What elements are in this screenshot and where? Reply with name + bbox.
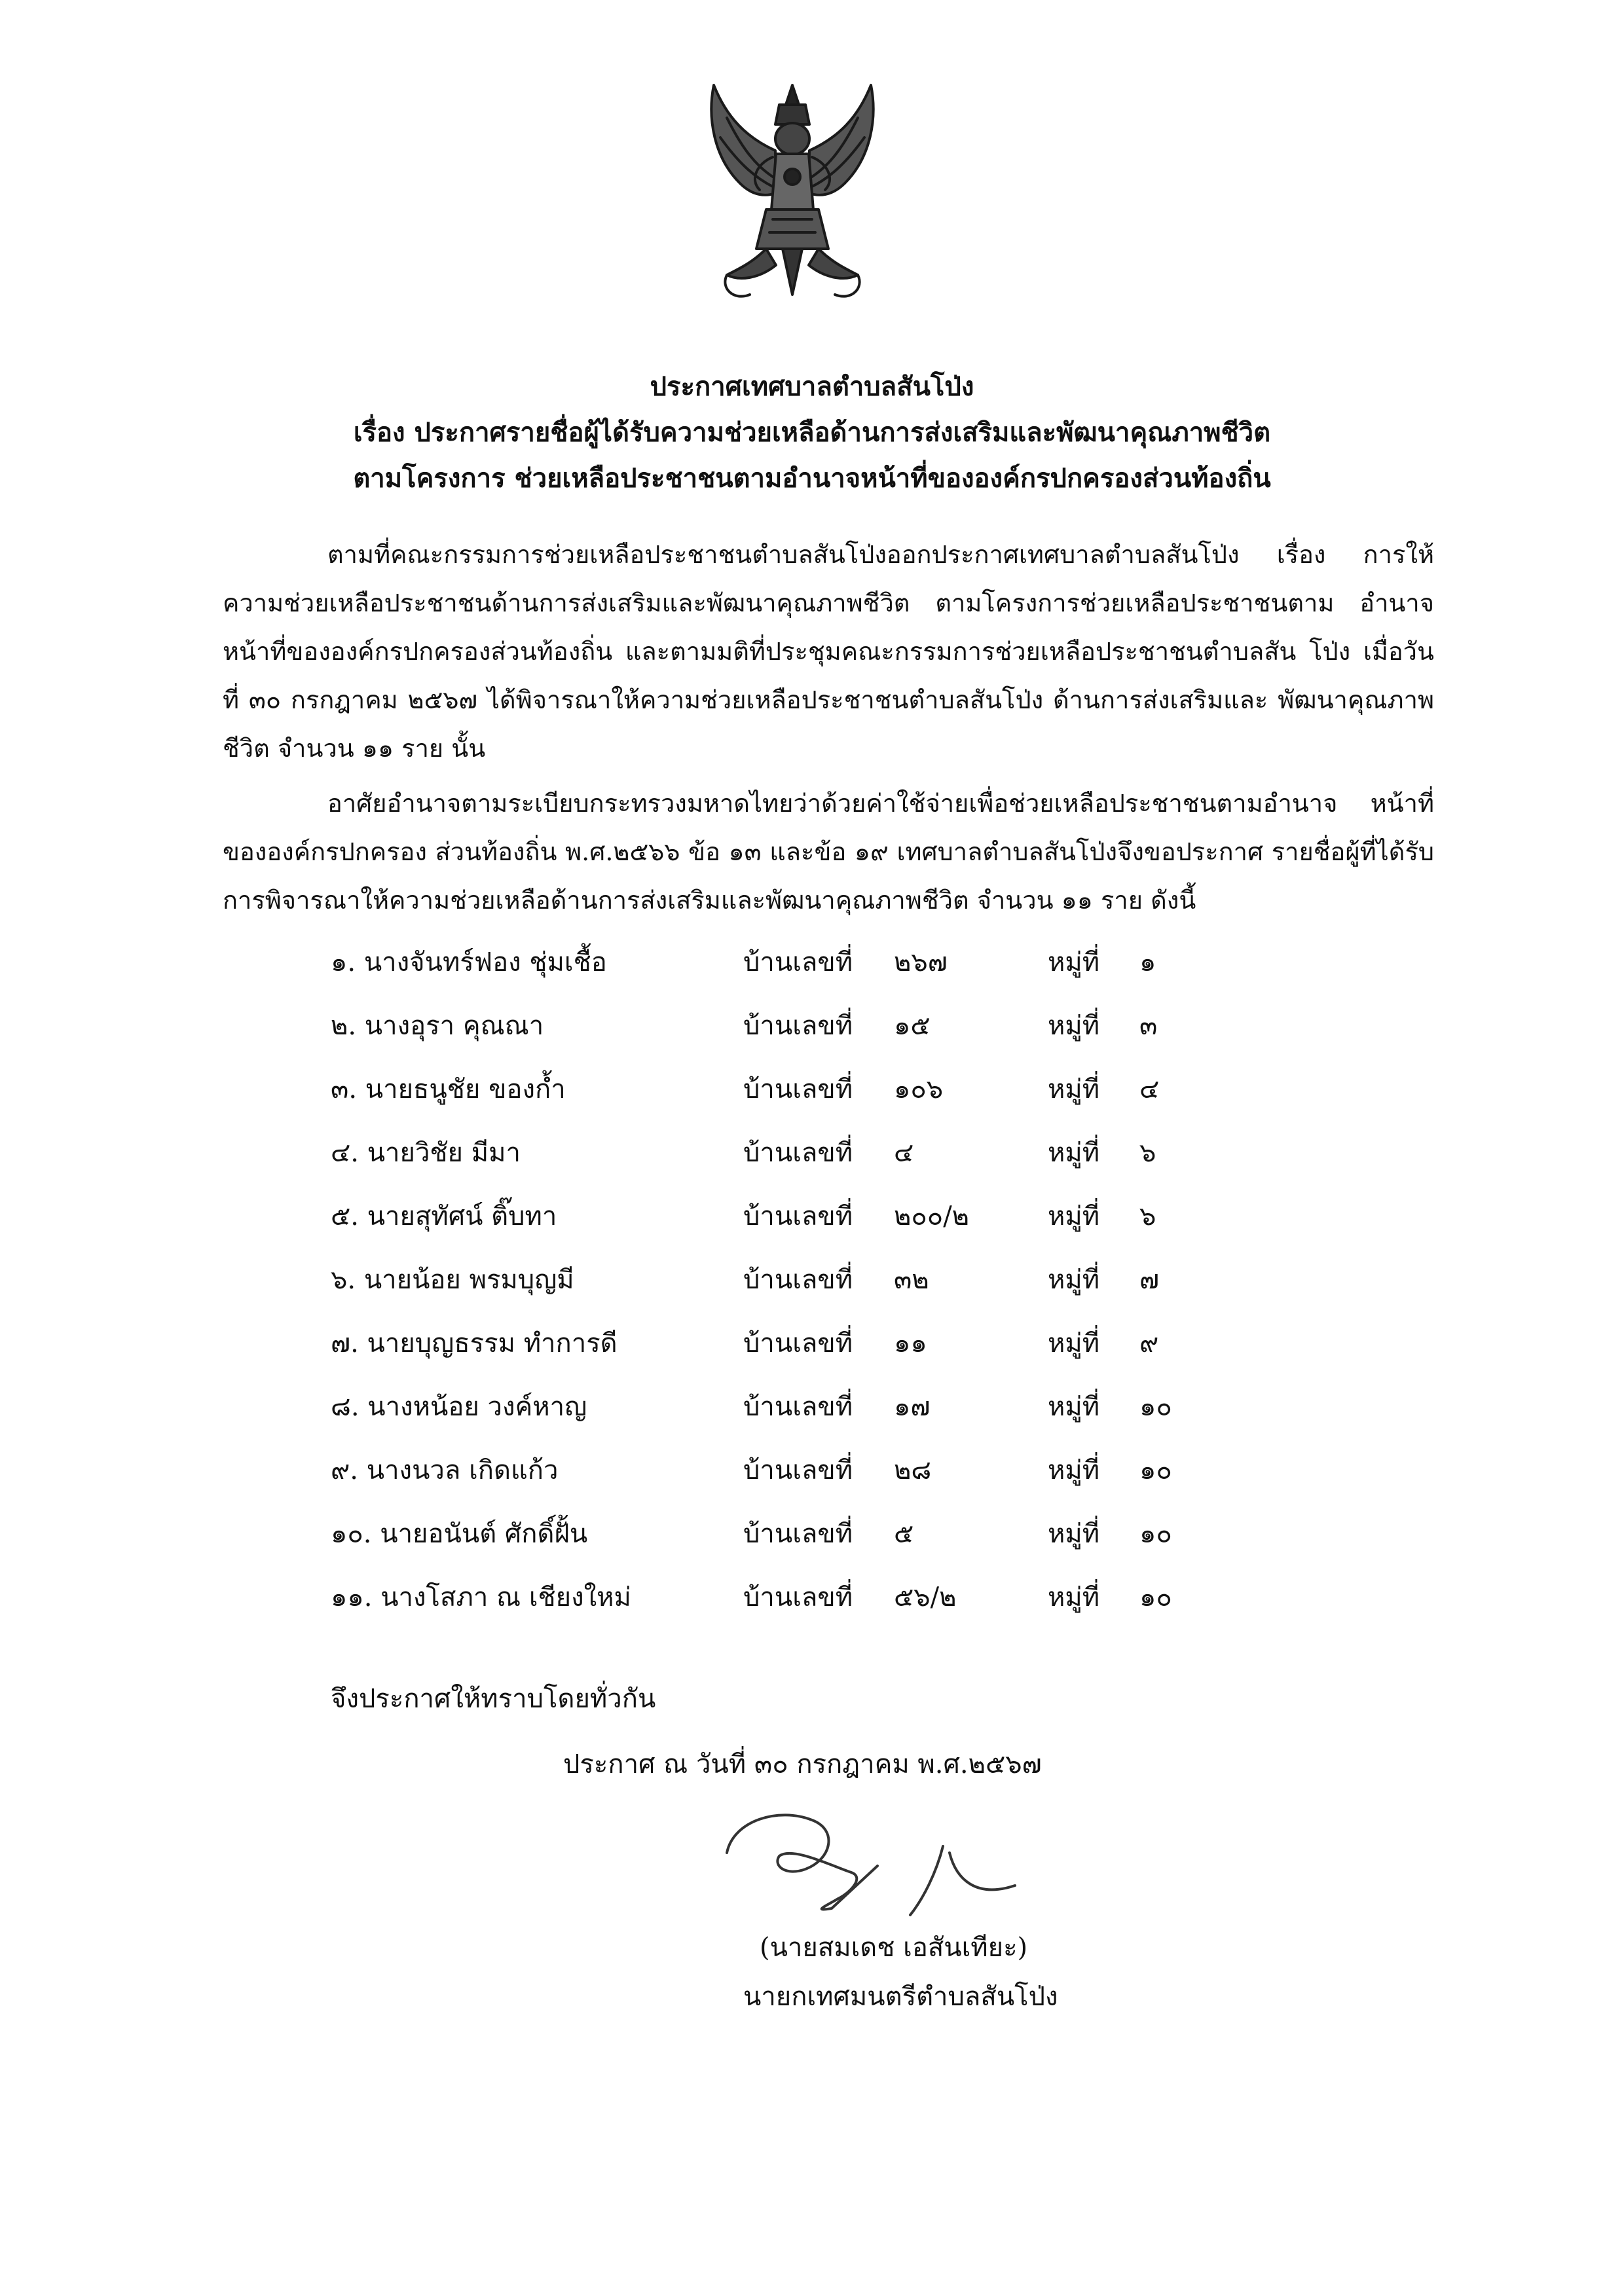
garuda-emblem-icon xyxy=(688,79,897,314)
recipient-name: ๑๐. นายอนันต์ ศักดิ์ฝั้น xyxy=(331,1519,588,1549)
recipient-name: ๘. นางหน้อย วงค์หาญ xyxy=(331,1392,587,1422)
list-item xyxy=(331,1324,1247,1387)
recipient-name: ๒. นางอุรา คุณณา xyxy=(331,1011,544,1041)
body-paragraph-2 xyxy=(223,779,1434,924)
list-item xyxy=(331,1387,1247,1451)
paragraph-2-text: อาศัยอำนาจตามระเบียบกระทรวงมหาดไทยว่าด้วยค่าใช้จ่ายเพื่อช่วยเหลือประชาชนตามอำนาจ หน้าที่ขององค์กรปกครอง ส่วนท้องถิ่น พ.ศ.๒๕๖๖ ข้อ ๑๓ และข้อ ๑๙ เทศบาลตำบลสันโป่งจึงขอประกาศ รายชื่อผู้ที่ได้รับการพิจารณาให้ความช่วยเหลือด้านการส่งเสริมและพัฒนาคุณภาพชีวิต จำนวน ๑๑ ราย ดังนี้ xyxy=(223,789,1434,915)
moo-number: ๙ xyxy=(1139,1328,1159,1358)
house-label: บ้านเลขที่ xyxy=(743,947,853,977)
house-number: ๔ xyxy=(894,1138,914,1168)
list-item xyxy=(331,1197,1247,1260)
house-number: ๒๐๐/๒ xyxy=(894,1201,970,1231)
paragraph-1-text: ตามที่คณะกรรมการช่วยเหลือประชาชนตำบลสันโป่งออกประกาศเทศบาลตำบลสันโป่ง เรื่อง การให้ความช่วยเหลือประชาชนด้านการส่งเสริมและพัฒนาคุณภาพชีวิต ตามโครงการช่วยเหลือประชาชนตาม อำนาจหน้าที่ขององค์กรปกครองส่วนท้องถิ่น และตามมติที่ประชุมคณะกรรมการช่วยเหลือประชาชนตำบลสัน โป่ง เมื่อวันที่ ๓๐ กรกฎาคม ๒๕๖๗ ได้พิจารณาให้ความช่วยเหลือประชาชนตำบลสันโป่ง ด้านการส่งเสริมและ พัฒนาคุณภาพชีวิต จำนวน ๑๑ ราย นั้น xyxy=(223,540,1434,763)
list-item xyxy=(331,1514,1247,1578)
moo-number: ๖ xyxy=(1139,1138,1156,1168)
announcement-date: ประกาศ ณ วันที่ ๓๐ กรกฎาคม พ.ศ.๒๕๖๗ xyxy=(563,1749,1042,1779)
house-number: ๕ xyxy=(894,1519,914,1549)
moo-number: ๓ xyxy=(1139,1011,1158,1041)
recipient-name: ๔. นายวิชัย มีมา xyxy=(331,1138,521,1168)
signer-name: (นายสมเดช เอสันเทียะ) xyxy=(760,1933,1028,1963)
announcement-subject: เรื่อง ประกาศรายชื่อผู้ได้รับความช่วยเหลือด้านการส่งเสริมและพัฒนาคุณภาพชีวิต xyxy=(353,417,1271,448)
house-number: ๒๘ xyxy=(894,1455,932,1485)
house-label: บ้านเลขที่ xyxy=(743,1074,853,1104)
list-item xyxy=(331,1260,1247,1324)
house-number: ๒๖๗ xyxy=(894,947,948,977)
house-label: บ้านเลขที่ xyxy=(743,1201,853,1231)
house-label: บ้านเลขที่ xyxy=(743,1392,853,1422)
recipient-name: ๑. นางจันทร์ฟอง ชุ่มเชื้อ xyxy=(331,947,607,977)
list-item xyxy=(331,1133,1247,1197)
recipient-name: ๙. นางนวล เกิดแก้ว xyxy=(331,1455,559,1485)
moo-label: หมู่ที่ xyxy=(1048,1201,1100,1231)
moo-number: ๑๐ xyxy=(1139,1455,1172,1485)
recipient-name: ๑๑. นางโสภา ณ เชียงใหม่ xyxy=(331,1582,631,1613)
moo-label: หมู่ที่ xyxy=(1048,1328,1100,1358)
house-label: บ้านเลขที่ xyxy=(743,1011,853,1041)
list-item xyxy=(331,943,1247,1006)
house-label: บ้านเลขที่ xyxy=(743,1519,853,1549)
moo-number: ๗ xyxy=(1139,1265,1160,1295)
moo-number: ๑๐ xyxy=(1139,1519,1172,1549)
recipient-name: ๖. นายน้อย พรมบุญมี xyxy=(331,1265,574,1295)
house-label: บ้านเลขที่ xyxy=(743,1328,853,1358)
list-item xyxy=(331,1451,1247,1514)
house-number: ๕๖/๒ xyxy=(894,1582,957,1613)
house-label: บ้านเลขที่ xyxy=(743,1582,853,1613)
recipient-list xyxy=(331,943,1247,1641)
moo-label: หมู่ที่ xyxy=(1048,1011,1100,1041)
moo-number: ๔ xyxy=(1139,1074,1160,1104)
announcement-project: ตามโครงการ ช่วยเหลือประชาชนตามอำนาจหน้าที่ขององค์กรปกครองส่วนท้องถิ่น xyxy=(353,463,1271,494)
house-number: ๑๐๖ xyxy=(894,1074,944,1104)
moo-label: หมู่ที่ xyxy=(1048,1138,1100,1168)
house-number: ๑๑ xyxy=(894,1328,927,1358)
moo-label: หมู่ที่ xyxy=(1048,1392,1100,1422)
list-item xyxy=(331,1070,1247,1133)
moo-number: ๑ xyxy=(1139,947,1156,977)
list-item xyxy=(331,1006,1247,1070)
house-label: บ้านเลขที่ xyxy=(743,1138,853,1168)
house-number: ๓๒ xyxy=(894,1265,929,1295)
recipient-name: ๓. นายธนูชัย ของก้ำ xyxy=(331,1074,566,1104)
signature xyxy=(707,1794,1048,1925)
list-item xyxy=(331,1578,1247,1641)
moo-number: ๑๐ xyxy=(1139,1392,1172,1422)
body-paragraph-1 xyxy=(223,530,1434,773)
house-label: บ้านเลขที่ xyxy=(743,1265,853,1295)
moo-label: หมู่ที่ xyxy=(1048,947,1100,977)
moo-label: หมู่ที่ xyxy=(1048,1265,1100,1295)
house-number: ๑๕ xyxy=(894,1011,931,1041)
recipient-name: ๗. นายบุญธรรม ทำการดี xyxy=(331,1328,618,1358)
moo-label: หมู่ที่ xyxy=(1048,1582,1100,1613)
announcement-title: ประกาศเทศบาลตำบลสันโป่ง xyxy=(650,371,974,402)
signer-title: นายกเทศมนตรีตำบลสันโป่ง xyxy=(743,1982,1058,2012)
moo-number: ๑๐ xyxy=(1139,1582,1172,1613)
moo-number: ๖ xyxy=(1139,1201,1156,1231)
house-label: บ้านเลขที่ xyxy=(743,1455,853,1485)
closing-statement: จึงประกาศให้ทราบโดยทั่วกัน xyxy=(331,1684,656,1714)
moo-label: หมู่ที่ xyxy=(1048,1519,1100,1549)
moo-label: หมู่ที่ xyxy=(1048,1455,1100,1485)
moo-label: หมู่ที่ xyxy=(1048,1074,1100,1104)
recipient-name: ๕. นายสุทัศน์ ติ๊บทา xyxy=(331,1201,557,1231)
house-number: ๑๗ xyxy=(894,1392,931,1422)
